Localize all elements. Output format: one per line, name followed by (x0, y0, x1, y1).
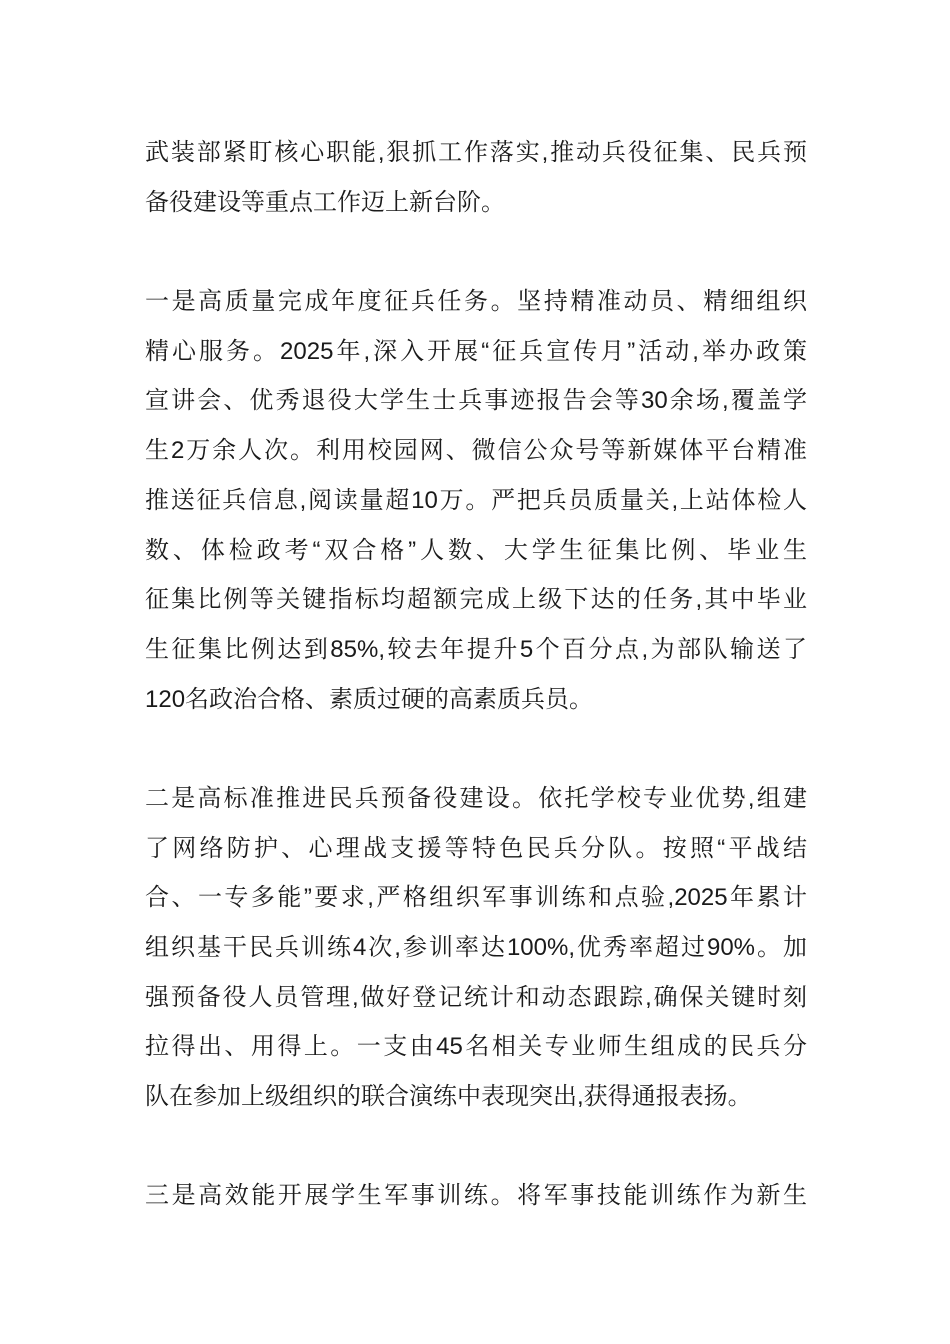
text-line: 合、一专多能”要求,严格组织军事训练和点验,2025年累计 (145, 884, 807, 912)
text-line: 备役建设等重点工作迈上新台阶。 (145, 188, 505, 216)
text-line: 生2万余人次。利用校园网、微信公众号等新媒体平台精准 (145, 437, 807, 465)
text-line: 了网络防护、心理战支援等特色民兵分队。按照“平战结 (145, 834, 807, 862)
paragraph-training (145, 1171, 807, 1221)
text-line: 推送征兵信息,阅读量超10万。严把兵员质量关,上站体检人 (145, 486, 807, 514)
document-page (145, 128, 807, 1271)
paragraph-intro (145, 128, 807, 227)
text-line: 拉得出、用得上。一支由45名相关专业师生组成的民兵分 (145, 1033, 807, 1061)
text-line: 精心服务。2025年,深入开展“征兵宣传月”活动,举办政策 (145, 337, 807, 365)
text-line: 征集比例等关键指标均超额完成上级下达的任务,其中毕业 (145, 586, 807, 614)
text-line: 120名政治合格、素质过硬的高素质兵员。 (145, 685, 594, 713)
text-line: 三是高效能开展学生军事训练。将军事技能训练作为新生 (145, 1182, 807, 1210)
text-line: 一是高质量完成年度征兵任务。坚持精准动员、精细组织 (145, 288, 807, 316)
paragraph-militia (145, 774, 807, 1122)
text-line: 生征集比例达到85%,较去年提升5个百分点,为部队输送了 (145, 635, 807, 663)
text-line: 强预备役人员管理,做好登记统计和动态跟踪,确保关键时刻 (145, 983, 807, 1011)
text-line: 组织基干民兵训练4次,参训率达100%,优秀率超过90%。加 (145, 934, 807, 961)
text-line: 武装部紧盯核心职能,狠抓工作落实,推动兵役征集、民兵预 (145, 139, 807, 166)
text-line: 数、体检政考“双合格”人数、大学生征集比例、毕业生 (145, 536, 807, 564)
paragraph-conscription (145, 277, 807, 724)
text-line: 宣讲会、优秀退役大学生士兵事迹报告会等30余场,覆盖学 (145, 387, 807, 415)
text-line: 队在参加上级组织的联合演练中表现突出,获得通报表扬。 (145, 1083, 752, 1111)
text-line: 二是高标准推进民兵预备役建设。依托学校专业优势,组建 (145, 784, 807, 812)
